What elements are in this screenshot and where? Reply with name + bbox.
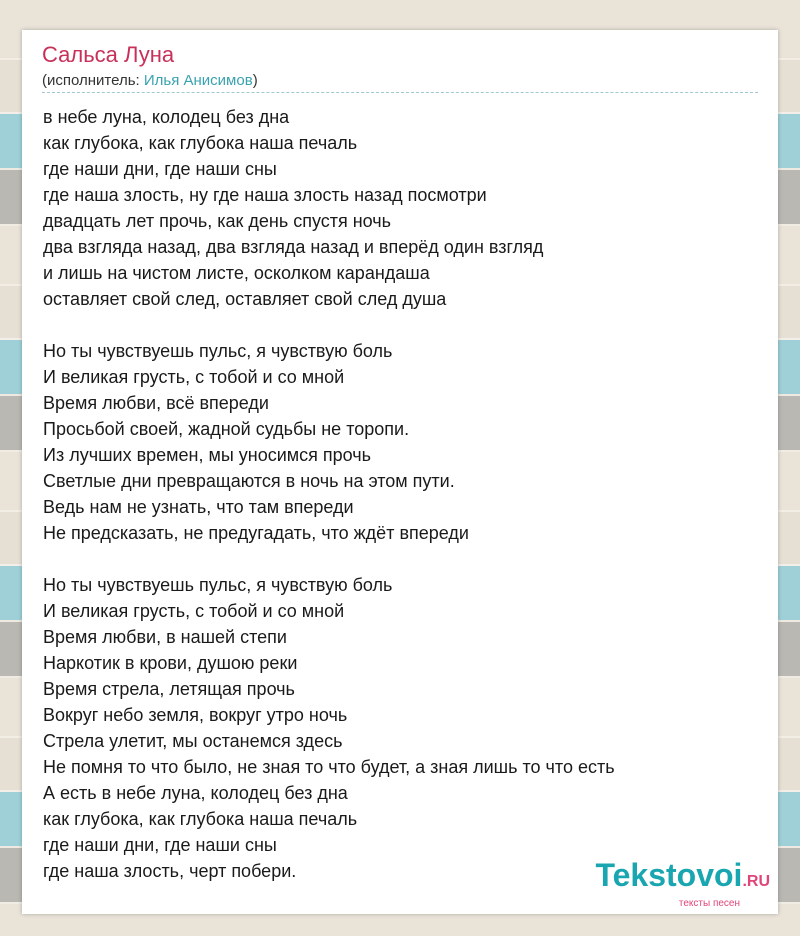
lyric-line: Время любви, в нашей степи xyxy=(43,627,287,647)
site-logo[interactable] xyxy=(595,859,770,910)
lyric-line: И великая грусть, с тобой и со мной xyxy=(43,601,345,621)
lyric-line: Стрела улетит, мы останемся здесь xyxy=(43,731,343,751)
lyric-line: как глубока, как глубока наша печаль xyxy=(43,133,358,153)
lyric-line: Время стрела, летящая прочь xyxy=(43,679,295,699)
lyric-line: Вокруг небо земля, вокруг утро ночь xyxy=(43,705,348,725)
lyric-line: Ведь нам не узнать, что там впереди xyxy=(43,497,354,517)
lyric-line: Из лучших времен, мы уносимся прочь xyxy=(43,445,372,465)
lyric-line: где наши дни, где наши сны xyxy=(43,159,277,179)
lyrics-text xyxy=(43,104,763,884)
lyric-line: Не предсказать, не предугадать, что ждёт впереди xyxy=(43,523,469,543)
lyric-line: Но ты чувствуешь пульс, я чувствую боль xyxy=(43,575,393,595)
lyric-line: Не помня то что было, не зная то что будет, а зная лишь то что есть xyxy=(43,757,615,777)
stanza-gap xyxy=(43,312,763,338)
lyric-line: где наша злость, черт побери. xyxy=(43,861,297,881)
lyric-line: как глубока, как глубока наша печаль xyxy=(43,809,358,829)
lyric-line: и лишь на чистом листе, осколком карандаша xyxy=(43,263,430,283)
lyric-line: оставляет свой след, оставляет свой след душа xyxy=(43,289,447,309)
artist-line xyxy=(42,72,258,89)
lyric-line: И великая грусть, с тобой и со мной xyxy=(43,367,345,387)
lyric-line: где наша злость, ну где наша злость назад посмотри xyxy=(43,185,487,205)
lyric-line: двадцать лет прочь, как день спустя ночь xyxy=(43,211,392,231)
logo-tld: .RU xyxy=(742,873,770,890)
artist-link[interactable]: Илья Анисимов xyxy=(143,72,253,89)
lyric-line: Светлые дни превращаются в ночь на этом пути. xyxy=(43,471,455,491)
song-title: Сальса Луна xyxy=(42,42,175,67)
dashed-divider xyxy=(42,92,758,93)
lyric-line: Но ты чувствуешь пульс, я чувствую боль xyxy=(43,341,393,361)
lyric-line: Время любви, всё впереди xyxy=(43,393,269,413)
stanza-gap xyxy=(43,546,763,572)
logo-name: Tekstovoi xyxy=(595,857,743,893)
artist-prefix: (исполнитель: xyxy=(42,72,144,89)
lyric-line: Просьбой своей, жадной судьбы не торопи. xyxy=(43,419,410,439)
lyric-line: в небе луна, колодец без дна xyxy=(43,107,290,127)
logo-tagline: тексты песен xyxy=(678,898,740,909)
artist-suffix: ) xyxy=(252,72,258,89)
lyrics-card xyxy=(22,30,778,914)
lyric-line: Наркотик в крови, душою реки xyxy=(43,653,298,673)
lyric-line: где наши дни, где наши сны xyxy=(43,835,277,855)
lyric-line: А есть в небе луна, колодец без дна xyxy=(43,783,348,803)
lyric-line: два взгляда назад, два взгляда назад и вперёд один взгляд xyxy=(43,237,544,257)
logo-wordmark xyxy=(595,859,770,898)
